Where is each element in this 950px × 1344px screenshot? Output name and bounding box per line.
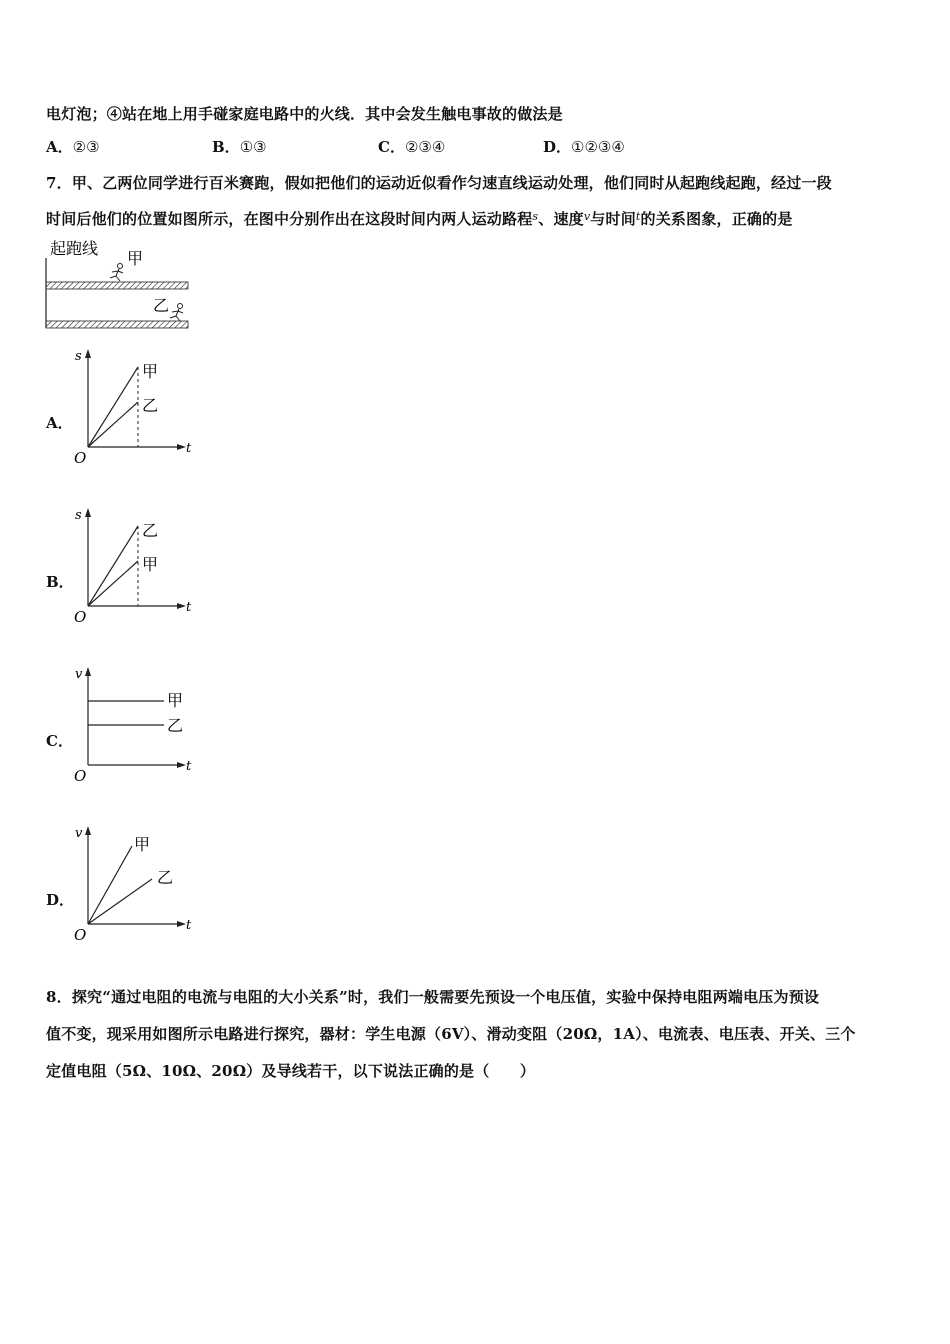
line-lower <box>88 402 138 447</box>
origin-label: O <box>74 608 87 626</box>
runner-jia-icon <box>110 264 123 282</box>
y-axis-arrow <box>85 508 91 517</box>
q6-text-line: 电灯泡；④站在地上用手碰家庭电路中的火线．其中会发生触电事故的做法是 <box>46 105 563 123</box>
stem-text: 的关系图象，正确的是 <box>640 210 793 228</box>
x-axis-label: t <box>186 759 192 774</box>
lower-line-label: 甲 <box>142 555 159 574</box>
y-axis-label: s <box>75 508 82 523</box>
q7-stem-line2 <box>46 208 793 229</box>
x-axis-label: t <box>186 600 192 615</box>
q8-stem-line3: 定值电阻（5Ω、10Ω、20Ω）及导线若干，以下说法正确的是（ ） <box>46 1062 536 1080</box>
lower-line-label: 乙 <box>157 868 174 887</box>
option-letter: C． <box>378 138 405 156</box>
race-track-figure <box>40 236 200 336</box>
x-axis-label: t <box>186 918 192 933</box>
start-line-label: 起跑线 <box>50 239 99 258</box>
line-lower <box>88 879 152 924</box>
option-value: ①②③④ <box>571 138 625 156</box>
option-letter: D． <box>543 138 572 156</box>
runner-yi-label: 乙 <box>153 296 170 315</box>
line-lower <box>88 561 138 606</box>
var-t: t <box>635 210 641 223</box>
upper-line-label: 甲 <box>167 691 184 710</box>
x-axis-arrow <box>177 762 186 768</box>
line-upper <box>88 367 138 447</box>
lower-line-label: 乙 <box>167 716 184 735</box>
x-axis-label: t <box>186 441 192 456</box>
option-value: ②③④ <box>404 138 446 156</box>
option-letter: A． <box>46 138 73 156</box>
runner-yi-icon <box>170 304 183 322</box>
q7-option-c-letter[interactable]: C． <box>46 732 73 750</box>
q6-option-a[interactable] <box>46 136 100 157</box>
line-upper <box>88 846 132 924</box>
y-axis-arrow <box>85 667 91 676</box>
x-axis-arrow <box>177 603 186 609</box>
origin-label: O <box>74 767 87 785</box>
option-value: ②③ <box>72 138 100 156</box>
q6-option-c[interactable] <box>378 136 445 157</box>
y-axis-label: v <box>75 826 83 841</box>
y-axis-arrow <box>85 349 91 358</box>
origin-label: O <box>74 449 87 467</box>
lane-divider-top <box>46 282 188 289</box>
y-axis-arrow <box>85 826 91 835</box>
q7-option-b-graph[interactable] <box>70 504 200 629</box>
lower-line-label: 乙 <box>142 396 159 415</box>
y-axis-label: v <box>75 667 83 682</box>
var-v: v <box>583 210 591 223</box>
origin-label: O <box>74 926 87 944</box>
runner-jia-label: 甲 <box>127 249 144 268</box>
x-axis-arrow <box>177 444 186 450</box>
stem-text: 时间后他们的位置如图所示，在图中分别作出在这段时间内两人运动路程 <box>46 210 533 228</box>
x-axis-arrow <box>177 921 186 927</box>
y-axis-label: s <box>75 349 82 364</box>
upper-line-label: 甲 <box>134 835 151 854</box>
q6-option-d[interactable] <box>543 136 625 157</box>
var-s: s <box>532 210 539 223</box>
option-value: ①③ <box>239 138 267 156</box>
q7-option-c-graph[interactable] <box>70 663 200 788</box>
q7-option-d-graph[interactable] <box>70 822 200 947</box>
stem-text: 与时间 <box>590 210 636 228</box>
q7-option-a-letter[interactable]: A． <box>46 414 73 432</box>
upper-line-label: 甲 <box>142 362 159 381</box>
line-upper <box>88 526 138 606</box>
option-letter: B． <box>212 138 240 156</box>
q7-stem-line1: 7．甲、乙两位同学进行百米赛跑，假如把他们的运动近似看作匀速直线运动处理，他们同时从起跑线起跑，经过一段 <box>46 174 832 192</box>
upper-line-label: 乙 <box>142 521 159 540</box>
q7-option-b-letter[interactable]: B． <box>46 573 74 591</box>
lane-divider-bottom <box>46 321 188 328</box>
q7-option-d-letter[interactable]: D． <box>46 891 75 909</box>
q8-stem-line1: 8．探究“通过电阻的电流与电阻的大小关系”时，我们一般需要先预设一个电压值，实验中保持电阻两端电压为预设 <box>46 988 820 1006</box>
q7-option-a-graph[interactable] <box>70 345 200 470</box>
stem-text: 、速度 <box>538 210 584 228</box>
q8-stem-line2: 值不变，现采用如图所示电路进行探究，器材：学生电源（6V）、滑动变阻（20Ω，1A）、电流表、电压表、开关、三个 <box>46 1025 856 1043</box>
q6-option-b[interactable] <box>212 136 267 157</box>
